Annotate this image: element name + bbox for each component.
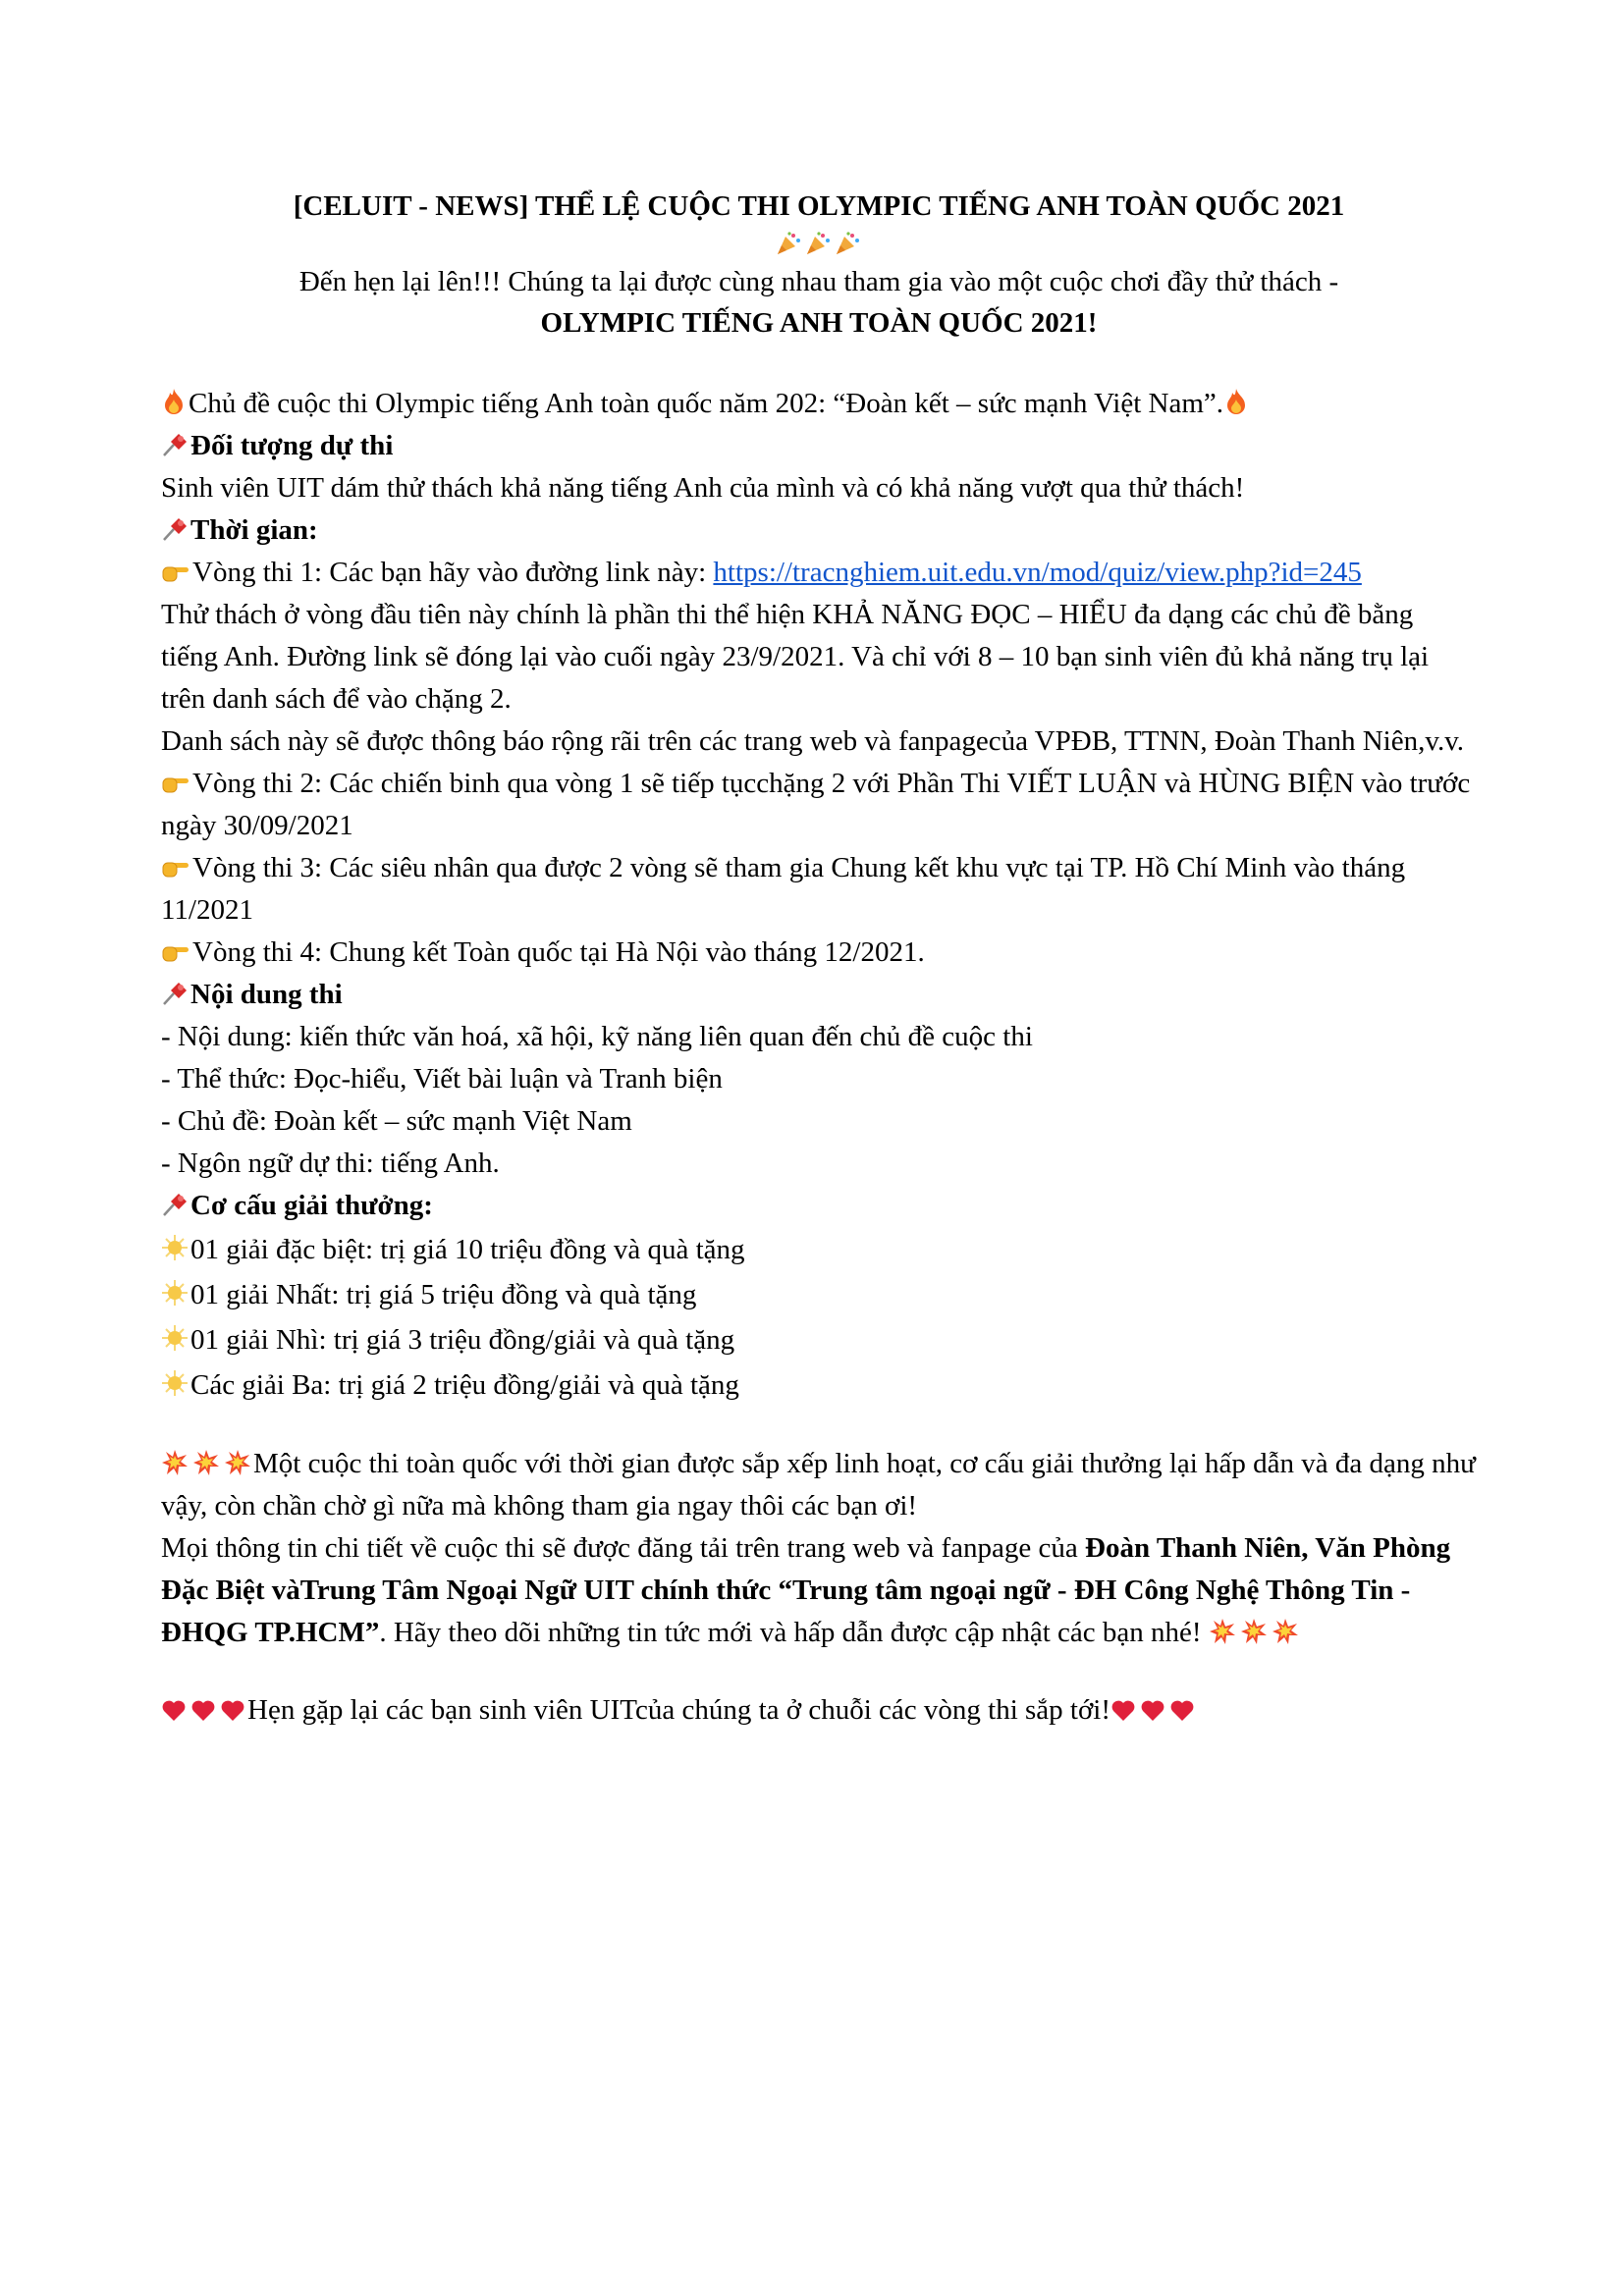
glowing-star-icon xyxy=(161,1234,189,1261)
document-page xyxy=(161,187,1477,1732)
heart-icon xyxy=(190,1699,216,1723)
round3-line: Vòng thi 3: Các siêu nhân qua được 2 vòng sẽ tham gia Chung kết khu vực tại TP. Hồ Chí Minh vào tháng 11/2021 xyxy=(161,852,1406,926)
round1-list-note: Danh sách này sẽ được thông báo rộng rãi trên các trang web và fanpagecủa VPĐB, TTNN, Đoàn Thanh Niên,v.v. xyxy=(161,725,1465,757)
pushpin-icon xyxy=(161,1192,189,1217)
heart-icon xyxy=(220,1699,245,1723)
heart-icon xyxy=(1110,1699,1136,1723)
round1-quiz-link[interactable]: https://tracnghiem.uit.edu.vn/mod/quiz/view.php?id=245 xyxy=(713,557,1362,588)
prize-item: Các giải Ba: trị giá 2 triệu đồng/giải và quà tặng xyxy=(161,1362,1477,1408)
closing-paragraph: Một cuộc thi toàn quốc với thời gian được sắp xếp linh hoạt, cơ cấu giải thưởng lại hấp dẫn và đa dạng như vậy, còn chần chờ gì nữa mà không tham gia ngay thôi các bạn ơi! xyxy=(161,1448,1476,1522)
prize-item: 01 giải Nhì: trị giá 3 triệu đồng/giải và quà tặng xyxy=(161,1317,1477,1362)
pushpin-icon xyxy=(161,981,189,1006)
section-heading-participants: Đối tượng dự thi xyxy=(161,425,1477,467)
intro-bold-line: OLYMPIC TIẾNG ANH TOÀN QUỐC 2021! xyxy=(540,307,1098,339)
section-heading-content: Nội dung thi xyxy=(161,974,1477,1016)
section-heading-prizes: Cơ cấu giải thưởng: xyxy=(161,1185,1477,1227)
heart-icon xyxy=(161,1699,187,1723)
theme-text: Chủ đề cuộc thi Olympic tiếng Anh toàn quốc năm 202: “Đoàn kết – sức mạnh Việt Nam”. xyxy=(189,388,1223,419)
round1-description: Thử thách ở vòng đầu tiên này chính là phần thi thể hiện KHẢ NĂNG ĐỌC – HIỂU đa dạng các chủ đề bằng tiếng Anh. Đường link sẽ đóng lại vào cuối ngày 23/9/2021. Và chỉ với 8 – 10 bạn sinh viên đủ khả năng trụ lại trên danh sách để vào chặng 2. xyxy=(161,599,1430,715)
participants-text: Sinh viên UIT dám thử thách khả năng tiếng Anh của mình và có khả năng vượt qua thử thách! xyxy=(161,472,1245,504)
pushpin-icon xyxy=(161,432,189,457)
collision-icon xyxy=(224,1449,251,1476)
party-popper-icon xyxy=(776,231,801,256)
fire-icon xyxy=(1223,388,1249,415)
list-item: - Nội dung: kiến thức văn hoá, xã hội, kỹ năng liên quan đến chủ đề cuộc thi xyxy=(161,1021,1033,1052)
prize-item: 01 giải đặc biệt: trị giá 10 triệu đồng và quà tặng xyxy=(161,1227,1477,1272)
list-item: - Thể thức: Đọc-hiểu, Viết bài luận và Tranh biện xyxy=(161,1063,723,1095)
title-emoji-row xyxy=(161,226,1477,261)
glowing-star-icon xyxy=(161,1279,189,1307)
pointing-hand-icon xyxy=(161,940,190,964)
collision-icon xyxy=(1272,1618,1299,1645)
theme-paragraph xyxy=(161,383,1477,425)
farewell-paragraph: Hẹn gặp lại các bạn sinh viên UITcủa chúng ta ở chuỗi các vòng thi sắp tới! xyxy=(161,1689,1477,1732)
heart-icon xyxy=(1169,1699,1195,1723)
info-paragraph: Mọi thông tin chi tiết về cuộc thi sẽ được đăng tải trên trang web và fanpage của Đoàn Thanh Niên, Văn Phòng Đặc Biệt vàTrung Tâm Ngoại Ngữ UIT chính thức “Trung tâm ngoại ngữ - ĐH Công Nghệ Thông Tin - ĐHQG TP.HCM”. Hãy theo dõi những tin tức mới và hấp dẫn được cập nhật các bạn nhé! xyxy=(161,1532,1451,1648)
round4-line: Vòng thi 4: Chung kết Toàn quốc tại Hà Nội vào tháng 12/2021. xyxy=(161,932,1477,974)
intro-line: Đến hẹn lại lên!!! Chúng ta lại được cùng nhau tham gia vào một cuộc chơi đầy thử thách - xyxy=(298,266,1339,297)
round1-line: Vòng thi 1: Các bạn hãy vào đường link này: https://tracnghiem.uit.edu.vn/mod/quiz/view.php?id=245 xyxy=(161,552,1477,594)
pointing-hand-icon xyxy=(161,772,190,795)
glowing-star-icon xyxy=(161,1324,189,1352)
party-popper-icon xyxy=(835,231,860,256)
info-organizations: Đoàn Thanh Niên, Văn Phòng Đặc Biệt vàTrung Tâm Ngoại Ngữ UIT chính thức “Trung tâm ngoại ngữ - ĐH Công Nghệ Thông Tin - ĐHQG TP.HCM” xyxy=(161,1532,1451,1648)
collision-icon xyxy=(161,1449,189,1476)
fire-icon xyxy=(161,388,187,415)
collision-icon xyxy=(1209,1618,1236,1645)
collision-icon xyxy=(192,1449,220,1476)
pointing-hand-icon xyxy=(161,561,190,584)
list-item: - Chủ đề: Đoàn kết – sức mạnh Việt Nam xyxy=(161,1105,632,1137)
pushpin-icon xyxy=(161,516,189,542)
heart-icon xyxy=(1140,1699,1165,1723)
round2-line: Vòng thi 2: Các chiến binh qua vòng 1 sẽ tiếp tụcchặng 2 với Phần Thi VIẾT LUẬN và HÙNG BIỆN vào trước ngày 30/09/2021 xyxy=(161,768,1471,841)
list-item: - Ngôn ngữ dự thi: tiếng Anh. xyxy=(161,1148,500,1179)
glowing-star-icon xyxy=(161,1369,189,1397)
title-text: [CELUIT - NEWS] THỂ LỆ CUỘC THI OLYMPIC TIẾNG ANH TOÀN QUỐC 2021 xyxy=(293,190,1345,222)
party-popper-icon xyxy=(805,231,831,256)
collision-icon xyxy=(1240,1618,1268,1645)
pointing-hand-icon xyxy=(161,856,190,880)
document-title xyxy=(161,187,1477,226)
prize-item: 01 giải Nhất: trị giá 5 triệu đồng và quà tặng xyxy=(161,1272,1477,1317)
section-heading-time: Thời gian: xyxy=(161,509,1477,552)
